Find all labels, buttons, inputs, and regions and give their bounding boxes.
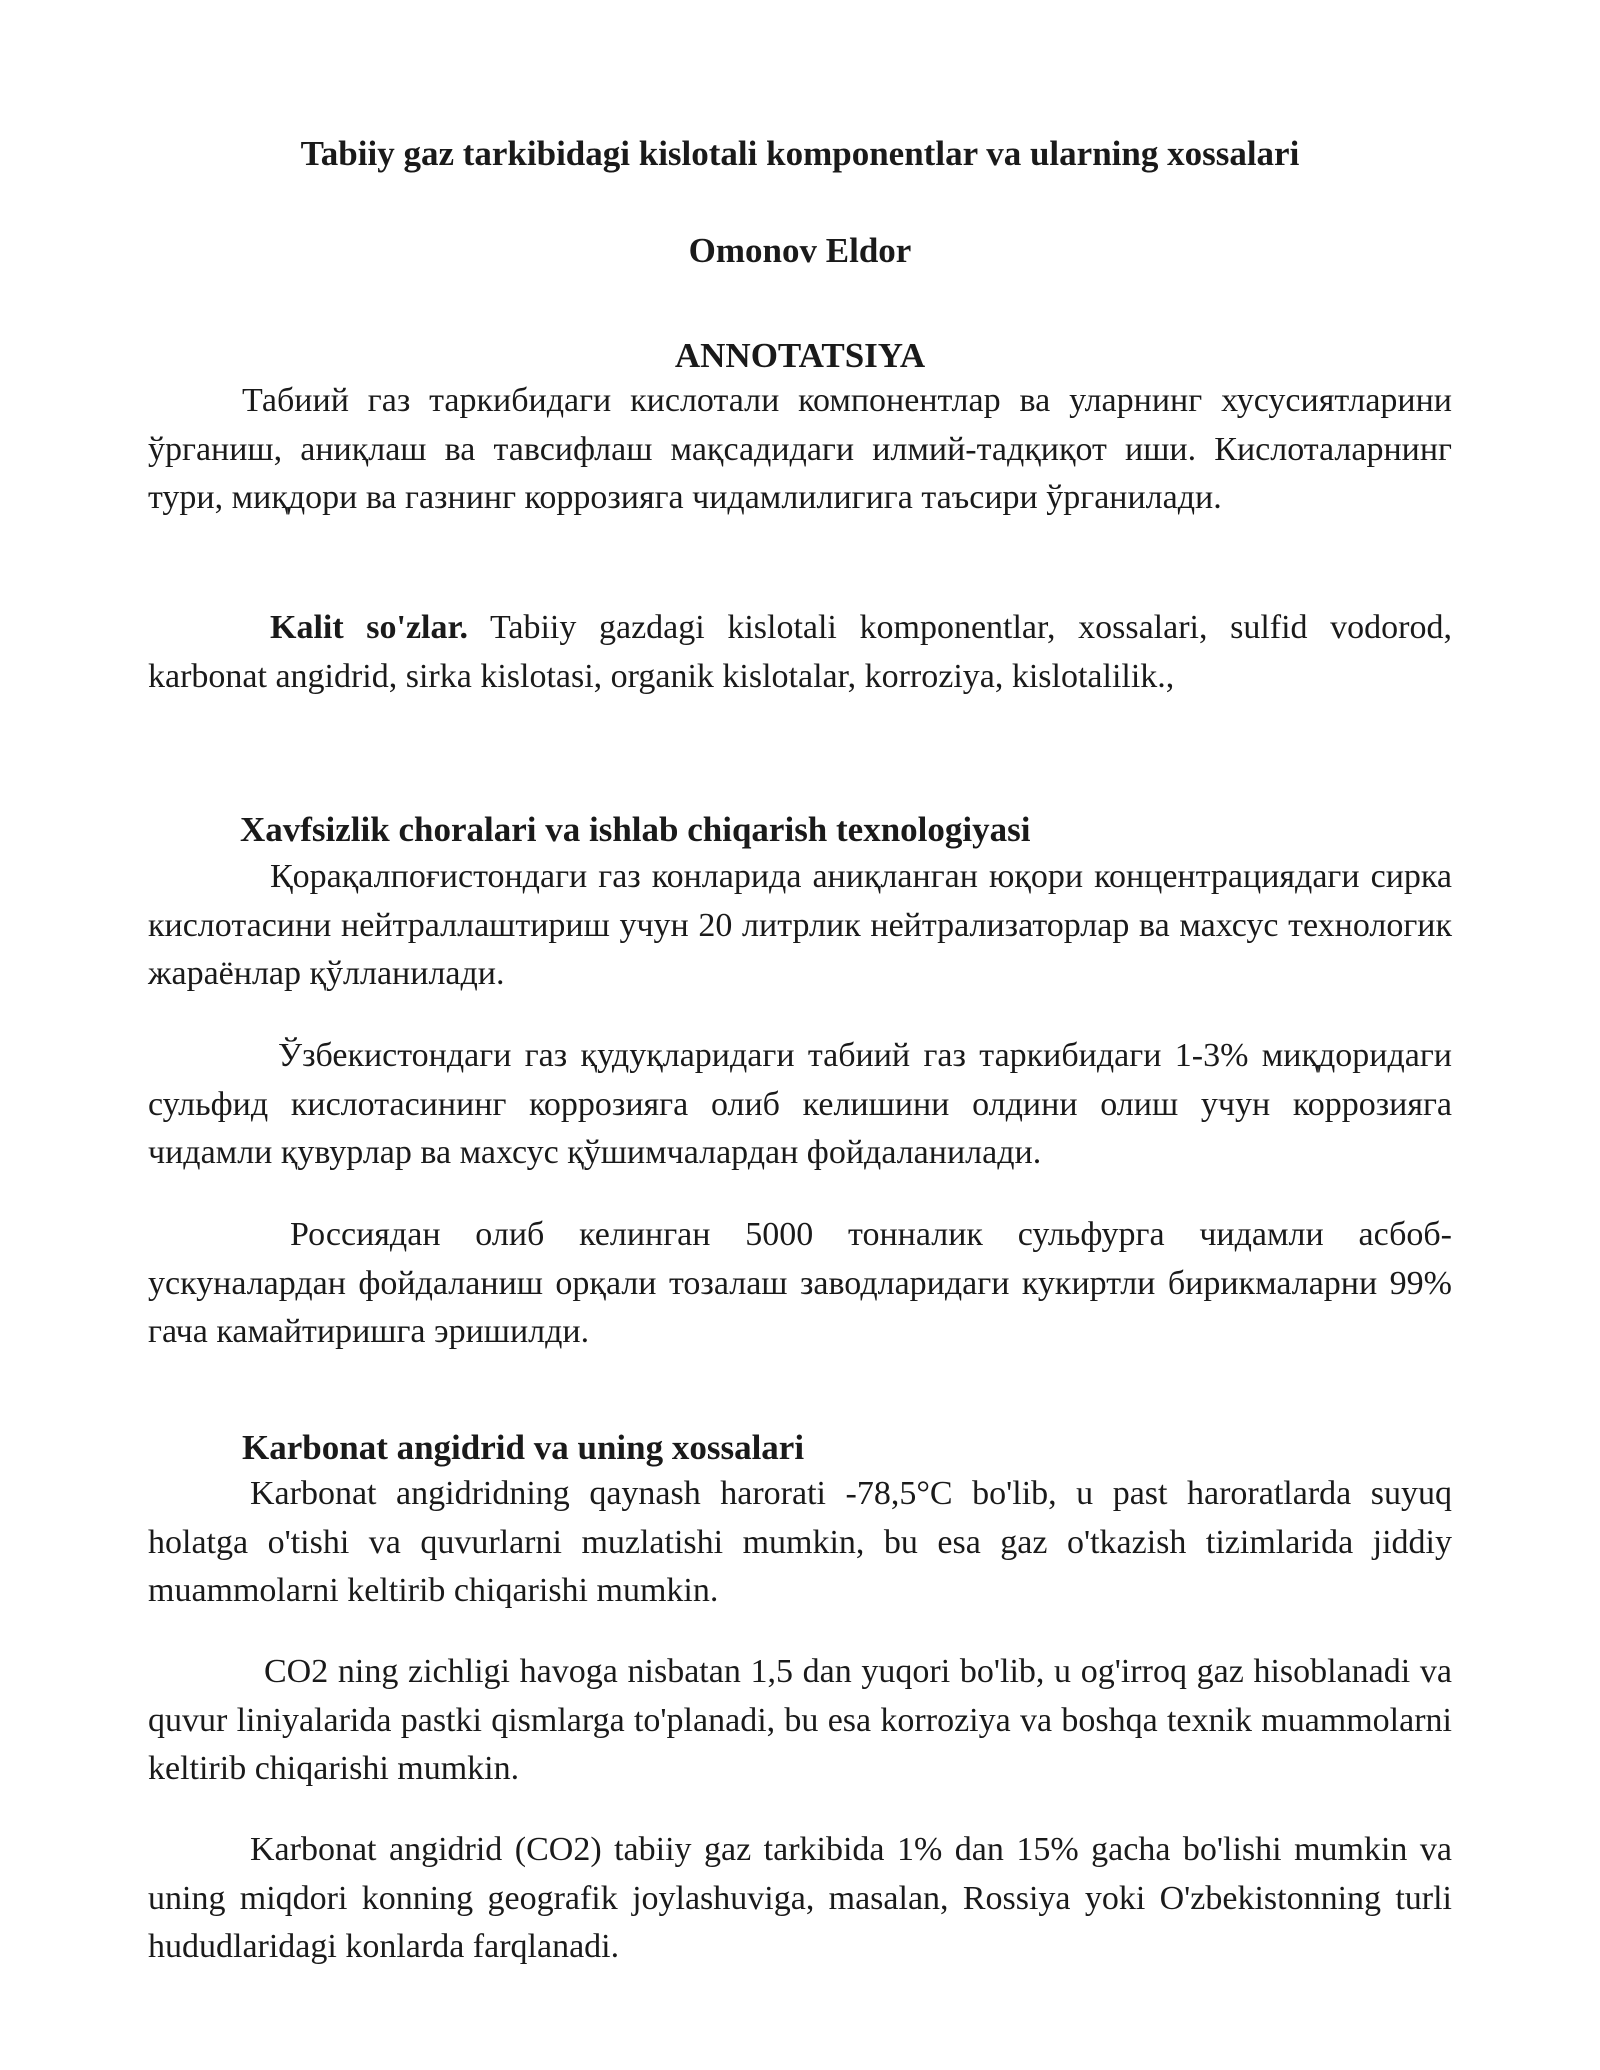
section-heading-safety: Xavfsizlik choralari va ishlab chiqarish texnologiyasi <box>240 810 1031 849</box>
section2-paragraph: CO2 ning zichligi havoga nisbatan 1,5 dan yuqori bo'lib, u og'irroq gaz hisoblanadi va quvur liniyalarida pastki qismlarga to'planadi, bu esa korroziya va boshqa texnik muammolarni keltirib chiqarishi mumkin. <box>148 1653 1452 1787</box>
keywords-label: Kalit so'zlar. <box>270 609 468 646</box>
keywords-text: Tabiiy gazdagi kislotali komponentlar, xossalari, sulfid vodorod, karbonat angidrid, sirka kislotasi, organik kislotalar, korroziya, kislotalilik., <box>148 609 1452 695</box>
annotation-text: Табиий газ таркибидаги кислотали компонентлар ва уларнинг хусусиятларини ўрганиш, аниқлаш ва тавсифлаш мақсадидаги илмий-тадқиқот иши. Кислоталарнинг тури, миқдори ва газнинг коррозияга чидамлилигига таъсири ўрганилади. <box>148 382 1452 516</box>
author-name: Omonov Eldor <box>688 231 912 270</box>
section-heading-co2: Karbonat angidrid va uning xossalari <box>242 1428 805 1467</box>
keywords-paragraph <box>148 604 1452 701</box>
annotation-heading: ANNOTATSIYA <box>674 336 926 375</box>
section2-paragraph: Karbonat angidrid (CO2) tabiiy gaz tarkibida 1% dan 15% gacha bo'lishi mumkin va uning miqdori konning geografik joylashuviga, masalan, Rossiya yoki O'zbekistonning turli hududlaridagi konlarda farqlanadi. <box>148 1831 1452 1965</box>
section2-paragraph: Karbonat angidridning qaynash harorati -78,5°C bo'lib, u past haroratlarda suyuq holatga o'tishi va quvurlarni muzlatishi mumkin, bu esa gaz o'tkazish tizimlarida jiddiy muammolarni keltirib chiqarishi mumkin. <box>148 1475 1452 1609</box>
section1-paragraph: Ўзбекистондаги газ қудуқларидаги табиий газ таркибидаги 1-3% миқдоридаги сульфид кислотасининг коррозияга олиб келишини олдини олиш учун коррозияга чидамли қувурлар ва махсус қўшимчалардан фойдаланилади. <box>148 1037 1452 1171</box>
section1-paragraph: Қорақалпоғистондаги газ конларида аниқланган юқори концентрациядаги сирка кислотасини нейтраллаштириш учун 20 литрлик нейтрализаторлар ва махсус технологик жараёнлар қўлланилади. <box>148 858 1452 992</box>
document-title: Tabiiy gaz tarkibidagi kislotali komponentlar va ularning xossalari <box>300 134 1300 173</box>
section1-paragraph: Россиядан олиб келинган 5000 тонналик сульфурга чидамли асбоб-ускуналардан фойдаланиш орқали тозалаш заводларидаги кукиртли бирикмаларни 99% гача камайтиришга эришилди. <box>148 1216 1452 1350</box>
